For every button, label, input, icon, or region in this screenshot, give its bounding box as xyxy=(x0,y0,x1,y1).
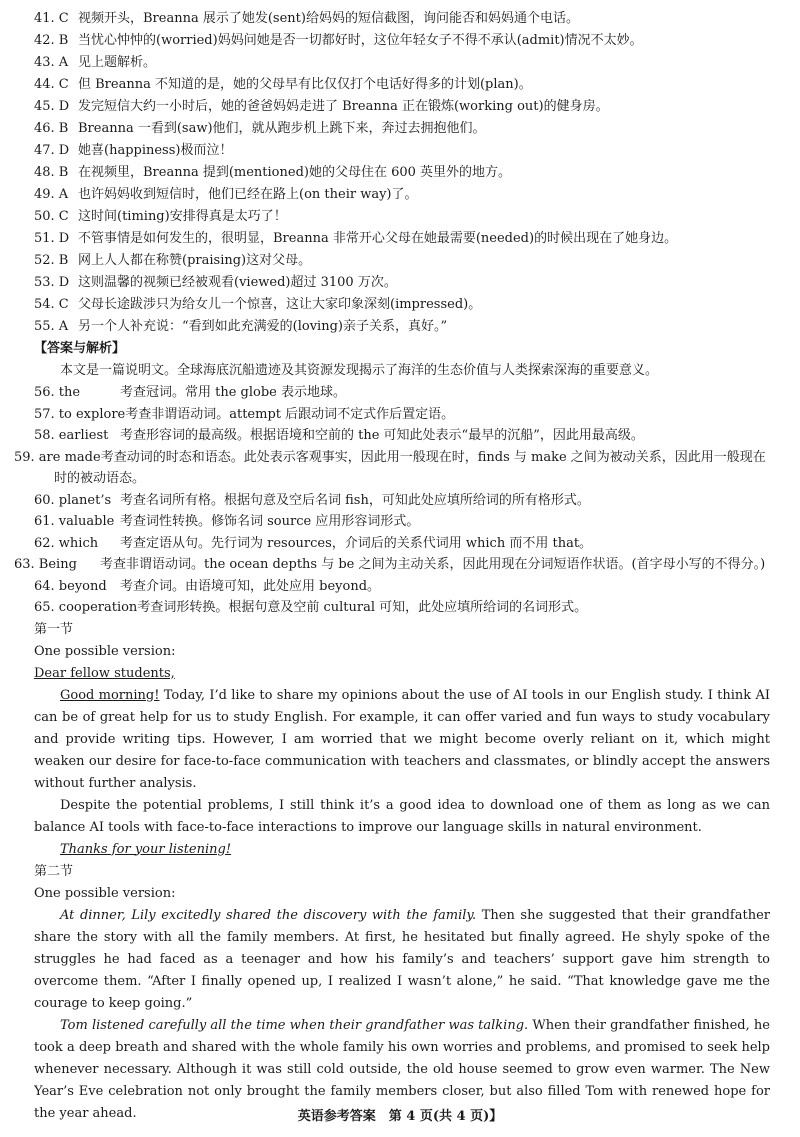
essay-paragraph xyxy=(34,905,770,1015)
answer-number: 51. D xyxy=(34,231,70,246)
grammar-explanation: 考查词性转换。修饰名词 source 应用形容词形式。 xyxy=(120,514,420,529)
answer-explanation: 在视频里，Breanna 提到(mentioned)她的父母住在 600 英里外的地方。 xyxy=(78,165,512,180)
grammar-explanation: 考查形容词的最高级。根据语境和空前的 the 可知此处表示“最早的沉船”，因此用最高级。 xyxy=(120,428,644,443)
analysis-header: 【答案与解析】 xyxy=(34,341,126,356)
answer-line xyxy=(34,206,770,228)
grammar-item xyxy=(34,511,770,533)
grammar-explanation: 考查定语从句。先行词为 resources，介词后的关系代词用 which 而不用 that。 xyxy=(120,535,593,551)
grammar-answer: 60. planet’s xyxy=(34,492,112,508)
grammar-answer: 64. beyond xyxy=(34,578,107,594)
grammar-answer: 58. earliest xyxy=(34,428,109,443)
answer-explanation: 父母长途跋涉只为给女儿一个惊喜，这让大家印象深刻(impressed)。 xyxy=(78,297,482,312)
answer-number: 47. D xyxy=(34,143,70,158)
version-label: One possible version: xyxy=(34,643,176,659)
grammar-explanation: 考查非谓语动词。the ocean depths 与 be 之间为主动关系，因此用现在分词短语作状语。(首字母小写的不得分。) xyxy=(100,557,766,572)
essay-paragraph: Despite the potential problems, I still think it’s a good idea to download one of them as long as we can balance AI tools with face-to-face interactions to improve our language skills in natural environment. xyxy=(34,797,770,835)
answer-explanation: 不管事情是如何发生的，很明显，Breanna 非常开心父母在她最需要(needed)的时候出现在了她身边。 xyxy=(78,231,678,246)
grammar-answers xyxy=(14,382,770,619)
answer-explanation: 也许妈妈收到短信时，他们已经在路上(on their way)了。 xyxy=(78,187,418,202)
answer-number: 52. B xyxy=(34,253,69,268)
grammar-item xyxy=(34,533,770,555)
answer-number: 48. B xyxy=(34,165,69,180)
grammar-item xyxy=(34,597,770,619)
answer-explanation: 网上人人都在称赞(praising)这对父母。 xyxy=(78,253,312,268)
section-title: 第二节 xyxy=(34,863,74,879)
grammar-item xyxy=(34,382,770,404)
grammar-answer: 59. are made xyxy=(14,449,101,465)
writing-section-1 xyxy=(34,619,770,861)
grammar-item xyxy=(34,490,770,512)
answer-number: 49. A xyxy=(34,187,69,202)
essay-paragraph xyxy=(34,685,770,795)
answer-line xyxy=(34,96,770,118)
page-footer: 英语参考答案 第 4 页(共 4 页)】 xyxy=(297,1109,503,1124)
answer-explanation: 这时间(timing)安排得真是太巧了！ xyxy=(78,209,287,224)
answer-line xyxy=(34,272,770,294)
answer-line xyxy=(34,250,770,272)
answer-line xyxy=(34,184,770,206)
grammar-item xyxy=(34,576,770,598)
answer-line xyxy=(34,52,770,74)
answer-number: 46. B xyxy=(34,121,69,136)
grammar-explanation: 考查非谓语动词。attempt 后跟动词不定式作后置定语。 xyxy=(125,406,455,422)
answer-number: 43. A xyxy=(34,55,69,70)
paragraph-text: When their grandfather finished, he took a deep breath and shared with the whole family his own worries and problems, and promised to seek help whenever necessary. Although it was still cold outside, the old house seemed to grow even warmer. The New Year’s Eve celebration not only brought the family members closer, but also filled Tom with renewed hope for the year ahead. xyxy=(34,1017,770,1121)
answer-explanation: 视频开头，Breanna 展示了她发(sent)给妈妈的短信截图，询问能否和妈妈通个电话。 xyxy=(78,11,579,26)
paragraph-text: Today, I’d like to share my opinions about the use of AI tools in our English study. I think AI can be of great help for us to study English. For example, it can offer varied and fun ways to study vocabulary and provide writing tips. However, I am worried that we might become overly reliant on it, which might weaken our desire for face-to-face communication with teachers and classmates, or blindly accept the answers without further analysis. xyxy=(34,687,770,791)
answer-explanation: 她喜(happiness)极而泣！ xyxy=(78,143,233,158)
grammar-item xyxy=(14,554,770,576)
analysis-intro: 本文是一篇说明文。全球海底沉船遗迹及其资源发现揭示了海洋的生态价值与人类探索深海的重要意义。 xyxy=(60,363,659,378)
answer-line xyxy=(34,294,770,316)
closing-text: Thanks for your listening! xyxy=(60,841,232,857)
answer-number: 42. B xyxy=(34,33,69,48)
answer-explanation: 这则温馨的视频已经被观看(viewed)超过 3100 万次。 xyxy=(78,275,397,290)
answer-line xyxy=(34,228,770,250)
answer-line xyxy=(34,8,770,30)
grammar-explanation: 考查词形转换。根据句意及空前 cultural 可知，此处应填所给词的名词形式。 xyxy=(137,600,588,615)
answer-number: 44. C xyxy=(34,77,69,92)
grammar-answer: 62. which xyxy=(34,535,99,551)
answer-line xyxy=(34,316,770,338)
answer-explanation: 发完短信大约一小时后，她的爸爸妈妈走进了 Breanna 正在锻炼(working out)的健身房。 xyxy=(78,99,609,114)
grammar-answer: 61. valuable xyxy=(34,514,115,529)
answer-line xyxy=(34,74,770,96)
grammar-item xyxy=(34,404,770,426)
answer-line xyxy=(34,118,770,140)
answer-explanation: 见上题解析。 xyxy=(78,55,157,70)
answer-explanation: 另一个人补充说：“看到如此充满爱的(loving)亲子关系，真好。” xyxy=(78,319,448,334)
letter-closing xyxy=(34,839,770,861)
given-sentence: Tom listened carefully all the time when their grandfather was talking. xyxy=(60,1017,529,1033)
answer-number: 55. A xyxy=(34,319,69,334)
grammar-answer: 63. Being xyxy=(14,557,77,572)
opening-phrase: Good morning! xyxy=(60,687,160,703)
grammar-answer: 57. to explore xyxy=(34,406,126,422)
answer-key-page xyxy=(14,8,771,1125)
section-title: 第一节 xyxy=(34,621,74,637)
grammar-item xyxy=(14,447,770,490)
writing-section-2 xyxy=(34,861,770,1125)
answer-line xyxy=(34,162,770,184)
answer-number: 50. C xyxy=(34,209,69,224)
grammar-explanation: 考查名词所有格。根据句意及空后名词 fish，可知此处应填所给词的所有格形式。 xyxy=(120,492,590,508)
grammar-explanation: 考查冠词。常用 the globe 表示地球。 xyxy=(120,385,347,400)
letter-greeting xyxy=(34,663,770,685)
answer-explanation: 当忧心忡忡的(worried)妈妈问她是否一切都好时，这位年轻女子不得不承认(admit)情况不太妙。 xyxy=(78,33,643,48)
paragraph-text: Then she suggested that their grandfather share the story with all the family members. At first, he hesitated but finally agreed. He shyly spoke of the struggles he had faced as a teenager and how his family’s and teachers’ support gave him strength to overcome them. “After I finally opened up, I realized I wasn’t alone,” he said. “That knowledge gave me the courage to keep going.” xyxy=(34,907,771,1011)
grammar-item xyxy=(34,425,770,447)
answer-number: 54. C xyxy=(34,297,69,312)
answer-number: 53. D xyxy=(34,275,70,290)
answer-explanation: Breanna 一看到(saw)他们，就从跑步机上跳下来，奔过去拥抱他们。 xyxy=(78,121,486,136)
grammar-explanation: 考查介词。由语境可知，此处应用 beyond。 xyxy=(120,578,381,594)
given-sentence: At dinner, Lily excitedly shared the discovery with the family. xyxy=(60,907,477,923)
grammar-explanation: 考查动词的时态和语态。此处表示客观事实，因此用一般现在时，finds 与 make 之间为被动关系，因此用一般现在时的被动语态。 xyxy=(54,449,766,486)
grammar-answer: 65. cooperation xyxy=(34,600,138,615)
version-label: One possible version: xyxy=(34,885,176,901)
greeting-text: Dear fellow students, xyxy=(34,665,175,681)
answer-explanation: 但 Breanna 不知道的是，她的父母早有比仅仅打个电话好得多的计划(plan)。 xyxy=(78,77,532,92)
grammar-answer: 56. the xyxy=(34,385,81,400)
answer-line xyxy=(34,30,770,52)
answer-number: 41. C xyxy=(34,11,69,26)
cloze-answers xyxy=(34,8,770,338)
answer-number: 45. D xyxy=(34,99,70,114)
answer-line xyxy=(34,140,770,162)
